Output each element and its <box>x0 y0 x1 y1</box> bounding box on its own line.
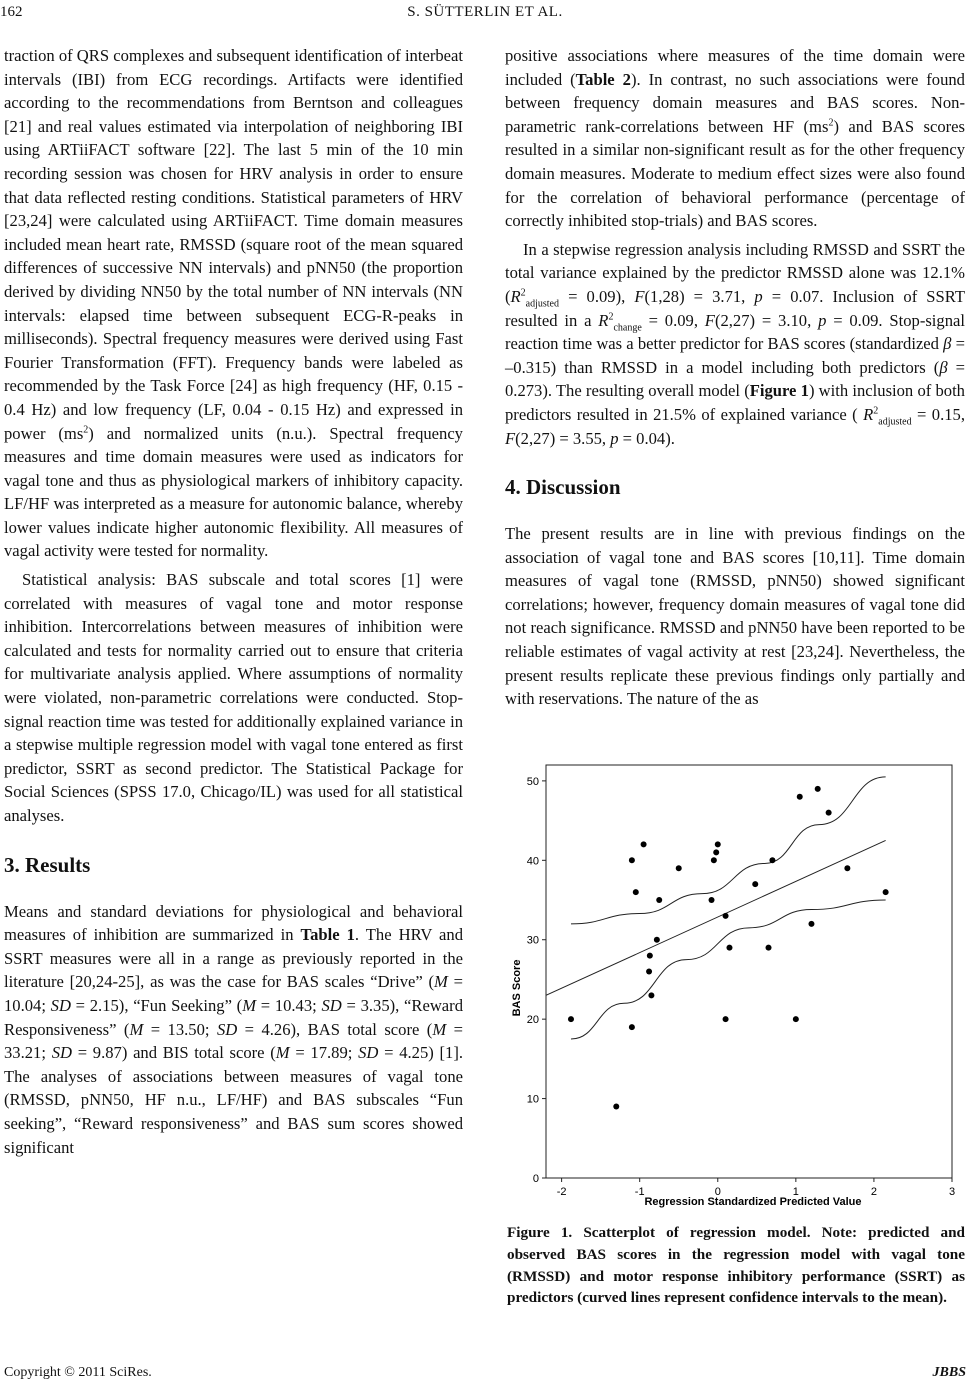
data-point <box>656 897 662 903</box>
x-tick-label: 0 <box>714 1186 721 1198</box>
data-point <box>676 865 682 871</box>
data-point <box>808 921 814 927</box>
copyright-notice: Copyright © 2011 SciRes. <box>4 1365 152 1380</box>
table-2-ref[interactable]: Table 2 <box>575 69 631 89</box>
x-axis-label: Regression Standardized Predicted Value <box>644 1196 862 1208</box>
data-point <box>723 1016 729 1022</box>
y-tick-label: 30 <box>526 934 539 947</box>
data-point <box>647 953 653 959</box>
figure-1-caption: Figure 1. Scatterplot of regression model. Note: predicted and observed BAS scores in the regression model with vagal tone (RMSSD) and motor response inhibitory performance (SSRT) as predictors (curved lines represent confidence intervals to the mean). <box>507 1224 965 1307</box>
data-point <box>629 857 635 863</box>
y-tick-label: 10 <box>526 1093 539 1106</box>
data-point <box>568 1016 574 1022</box>
paragraph-statistical-analysis: Statistical analysis: BAS subscale and total scores [1] were correlated with measures of vagal tone and motor response inhibition. Intercorrelations between measures of inhibition were calculated and tests for normality carried out to ensure that criteria for multivariate analysis applied. Where assumptions of normality were violated, non-parametric correlations were conducted. Stop-signal reaction time was tested for additionally explained variance in a stepwise multiple regression model with vagal tone entered as first predictor, SSRT as second predictor. The Statistical Package for Social Sciences (SPSS 17.0, Chicago/IL) was used for all statistical analyses. <box>4 570 463 825</box>
data-point <box>629 1024 635 1030</box>
data-point <box>766 945 772 951</box>
running-head: S. SÜTTERLIN ET AL. <box>407 4 563 20</box>
x-tick-label: 1 <box>792 1186 799 1198</box>
paragraph-results: Means and standard deviations for physiological and behavioral measures of inhibition are summarized in Table 1. The HRV and SSRT measures were all in a range as previously reported in the literature [20,24-25], as was the case for BAS scales “Drive” (M = 10.04; SD = 2.15), “Fun Seeking” (M = 10.43; SD = 3.35), “Reward Responsiveness” (M = 13.50; SD = 4.26), BAS total score (M = 33.21; SD = 9.87) and BIS total score (M = 17.89; SD = 4.25) [1]. The analyses of associations between measures of vagal tone (RMSSD, pNN50, HF n.u., LF/HF) and BAS subscales “Fun seeking”, “Reward responsiveness” and BAS sum scores showed significant <box>4 901 463 1157</box>
data-point <box>723 913 729 919</box>
paragraph-discussion: The present results are in line with previous findings on the association of vagal tone and BAS scores [10,11]. Time domain measures of vagal tone (RMSSD, pNN50) showed significant correlations; however, frequency domain measures of vagal tone did not reach significance. RMSSD and pNN50 have been reported to be reliable estimates of vagal activity at rest [23,24]. Nevertheless, the present results replicate these previous findings only partially and with reservations. The nature of the as <box>505 524 965 709</box>
data-point <box>726 945 732 951</box>
data-point <box>711 857 717 863</box>
paragraph-regression: In a stepwise regression analysis including RMSSD and SSRT the total variance explained by the predictor RMSSD alone was 12.1% $(R^2_{adjusted} = 0.09)$, F(1,28) = 3.71, p = 0.07. Inclusion of SSRT resulted in a $R^2_{change} = 0.09$, F(2,27) = 3.10, p = 0.09. Stop-signal reaction time was a better predictor for BAS scores (standardized β = –0.315) than RMSSD in a model including both predictors (β = 0.273). The resulting overall model (Figure 1) with inclusion of both predictors resulted in 21.5% of explained variance ( $R^2_{adjusted} = 0.15$, F(2,27) = 3.55, p = 0.04). <box>505 239 965 448</box>
data-point <box>646 969 652 975</box>
paragraph-associations: positive associations where measures of the time domain were included (Table 2). In contrast, no such associations were found between frequency domain measures and BAS scores. Non-parametric rank-correlations between HF $(ms^2)$ and BAS scores resulted in a similar non-significant result as for the other frequency domain measures. Moderate to medium effect sizes were also found for the correlation of behavioral performance (percentage of correctly inhibited stop-trials) and BAS scores. <box>505 46 965 231</box>
figure-1-scatterplot <box>512 755 962 1210</box>
plot-frame <box>546 765 952 1178</box>
data-point <box>752 881 758 887</box>
journal-abbreviation: JBBS <box>932 1365 966 1380</box>
upper-confidence-curve <box>571 777 886 924</box>
scatterplot-svg <box>512 755 962 1210</box>
data-point <box>654 937 660 943</box>
y-tick-label: 40 <box>526 855 539 868</box>
data-point <box>713 849 719 855</box>
data-point <box>709 897 715 903</box>
x-tick-label: 3 <box>948 1186 956 1198</box>
x-tick-label: -2 <box>556 1186 567 1198</box>
y-tick-label: 0 <box>532 1173 539 1185</box>
data-point <box>793 1016 799 1022</box>
right-column <box>505 44 965 711</box>
data-point <box>613 1104 619 1110</box>
section-heading-discussion: 4. Discussion <box>505 475 621 500</box>
data-point <box>797 794 803 800</box>
section-heading-results: 3. Results <box>4 852 91 877</box>
data-point <box>883 889 889 895</box>
paragraph-methods-hrv: traction of QRS complexes and subsequent identification of interbeat intervals (IBI) from ECG recordings. Artifacts were identified according to the recommendations from Berntson and colleagues [21] and real values estimated via interpolation of neighboring IBI using ARTiiFACT software [22]. The last 5 min of the 10 min recording session was chosen for HRV analysis in order to ensure that data reflected resting conditions. Statistical parameters of HRV [23,24] were calculated using ARTiiFACT. Time domain measures included mean heart rate, RMSSD (square root of the mean squared differences of successive NN intervals) and pNN50 (the proportion derived by dividing NN50 by the total number of NN intervals (NN intervals: elapsed time between subsequent ECG-R-peaks in milliseconds). Spectral frequency measures were derived using Fast Fourier Transformation (FFT). Frequency bands were labeled as recommended by the Task Force [24] as high frequency (HF, 0.15 - 0.4 Hz) and low frequency (LF, 0.04 - 0.15 Hz) and expressed in power $(ms^2)$ and normalized units (n.u.). Spectral frequency measures and time domain measures were used as indicators for vagal tone and thus as physiological markers of inhibitory capacity. LF/HF was interpreted as a measure for autonomic balance, whereby lower values indicate higher autonomic flexibility. All measures of vagal activity were tested for normality. <box>4 46 463 561</box>
y-axis-label: BAS Score <box>512 959 523 1017</box>
y-tick-label: 20 <box>526 1014 539 1027</box>
data-point <box>715 841 721 847</box>
table-1-ref[interactable]: Table 1 <box>300 925 355 945</box>
x-tick-label: -1 <box>634 1186 645 1198</box>
data-point <box>844 865 850 871</box>
page-number: 162 <box>0 4 23 20</box>
y-tick-label: 50 <box>526 775 539 788</box>
data-point <box>815 786 821 792</box>
regression-fit-line <box>546 840 886 995</box>
data-point <box>633 889 639 895</box>
x-tick-label: 2 <box>870 1186 877 1198</box>
data-point <box>769 857 775 863</box>
left-column <box>4 44 463 1159</box>
data-point <box>648 992 654 998</box>
page-header <box>0 2 970 26</box>
figure-1-ref[interactable]: Figure 1 <box>749 381 809 401</box>
data-point <box>826 810 832 816</box>
data-point <box>641 841 647 847</box>
